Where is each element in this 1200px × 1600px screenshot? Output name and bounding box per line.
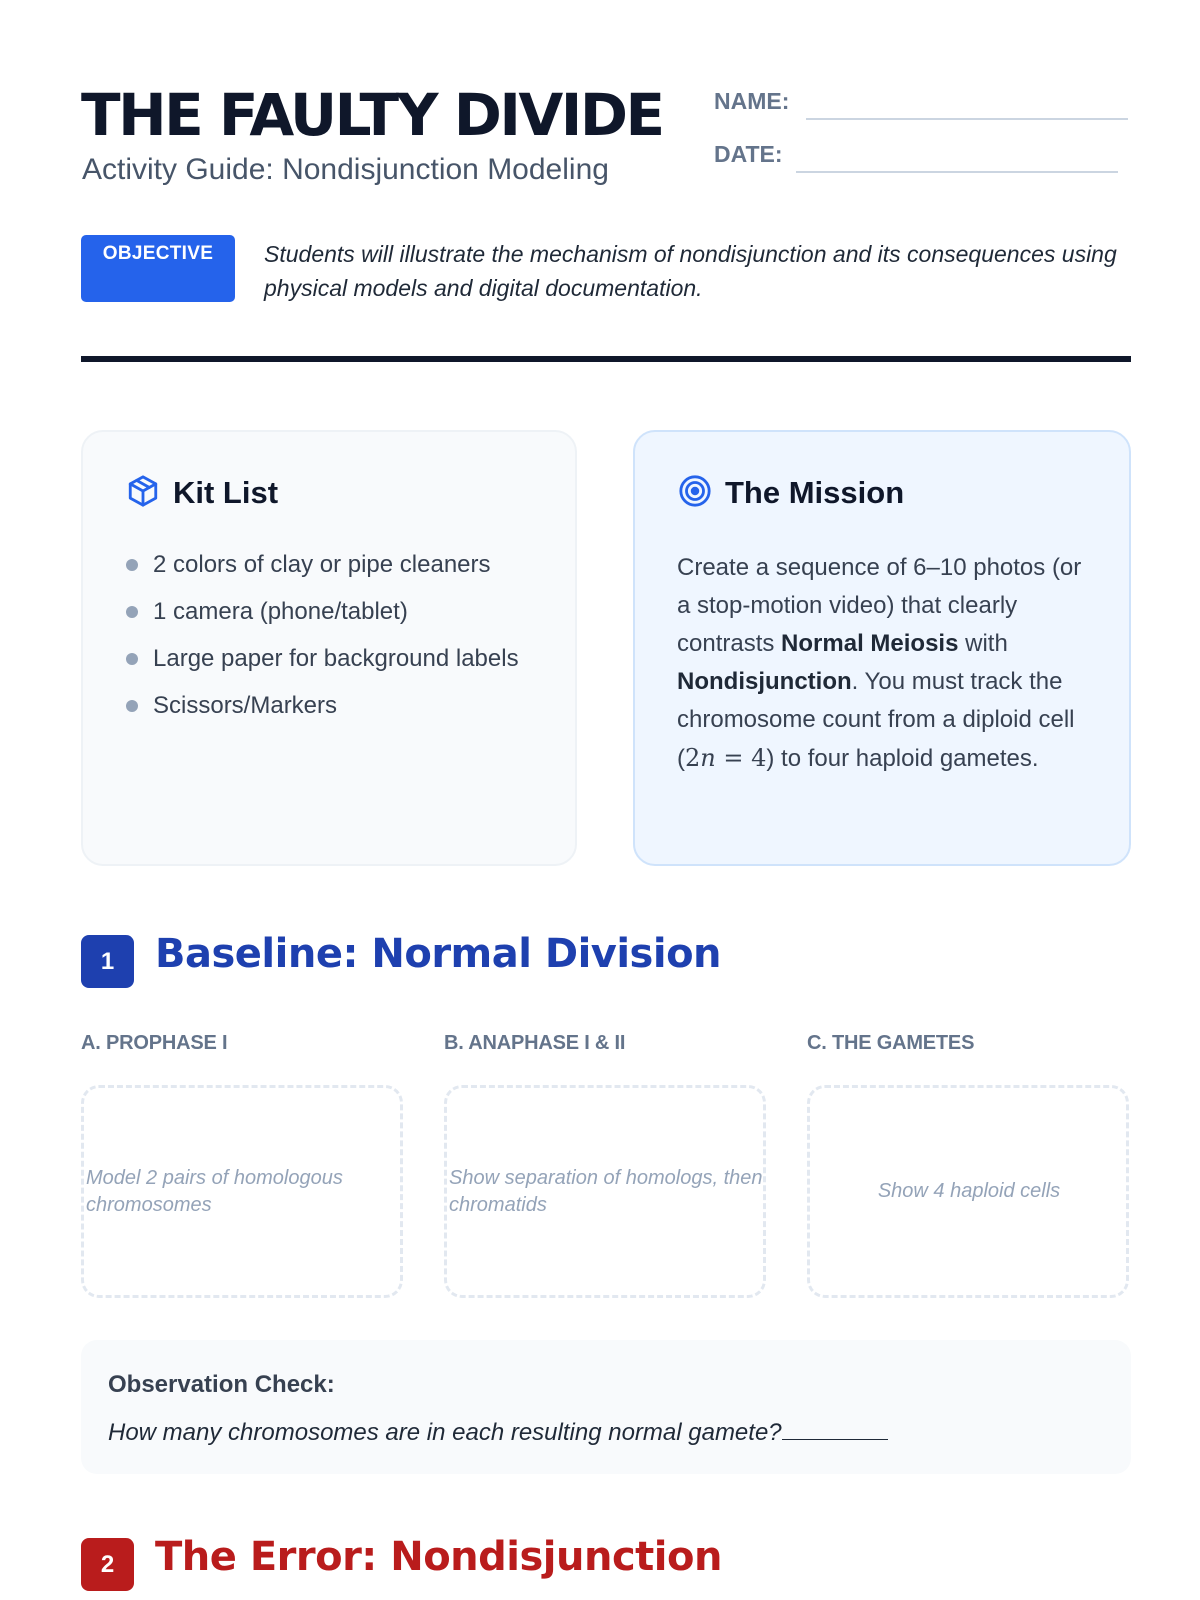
photo-hint: Model 2 pairs of homologous chromosomes bbox=[86, 1166, 343, 1216]
mission-bold-normal-meiosis: Normal Meiosis bbox=[781, 630, 959, 657]
mission-text-part: . You must track the chromosome count from a diploid cell ( bbox=[677, 668, 1075, 772]
step-label: A. PROPHASE I bbox=[81, 1032, 228, 1054]
cube-icon bbox=[126, 474, 160, 508]
section-title: The Error: Nondisjunction bbox=[155, 1534, 722, 1580]
mission-text-part: ) to four haploid gametes. bbox=[766, 745, 1039, 772]
divider bbox=[81, 356, 1131, 362]
step-prophase bbox=[81, 1032, 403, 1216]
name-line[interactable] bbox=[806, 118, 1128, 120]
kit-list-card bbox=[81, 430, 577, 866]
name-label: NAME: bbox=[714, 88, 790, 114]
kit-list-heading bbox=[126, 474, 278, 511]
date-field[interactable] bbox=[714, 141, 783, 168]
observation-question bbox=[108, 1418, 888, 1447]
mission-bold-nondisjunction: Nondisjunction bbox=[677, 668, 852, 695]
list-item: Scissors/Markers bbox=[126, 689, 546, 723]
section-number-badge: 2 bbox=[81, 1538, 134, 1591]
mission-text bbox=[677, 549, 1097, 778]
target-icon bbox=[678, 474, 712, 508]
mission-title: The Mission bbox=[725, 475, 905, 510]
photo-hint: Show 4 haploid cells bbox=[877, 1180, 1061, 1202]
page-title: THE FAULTY DIVIDE bbox=[81, 81, 663, 149]
formula-variable: n bbox=[700, 744, 716, 772]
page-subtitle: Activity Guide: Nondisjunction Modeling bbox=[82, 153, 609, 186]
step-anaphase bbox=[444, 1032, 766, 1216]
section-1-header bbox=[81, 931, 1131, 995]
list-item: Large paper for background labels bbox=[126, 642, 546, 676]
mission-text-part: Create a sequence of 6–10 photos (or a stop-motion video) that clearly contrasts bbox=[677, 554, 1082, 657]
formula-value: = 4 bbox=[715, 744, 767, 772]
section-title: Baseline: Normal Division bbox=[155, 931, 722, 977]
objective-text: Students will illustrate the mechanism of nondisjunction and its consequences using physical models and digital documentation. bbox=[264, 241, 1117, 301]
answer-blank[interactable] bbox=[782, 1418, 888, 1440]
step-label: B. ANAPHASE I & II bbox=[444, 1032, 626, 1054]
question-text: How many chromosomes are in each resulting normal gamete? bbox=[108, 1419, 782, 1446]
step-label: C. THE GAMETES bbox=[807, 1032, 975, 1054]
kit-list bbox=[126, 548, 546, 736]
photo-placeholder[interactable] bbox=[444, 1085, 766, 1298]
list-item: 1 camera (phone/tablet) bbox=[126, 595, 546, 629]
section-number-badge: 1 bbox=[81, 935, 134, 988]
section-2-header bbox=[81, 1534, 1131, 1598]
photo-placeholder[interactable] bbox=[81, 1085, 403, 1298]
diploid-formula bbox=[685, 744, 766, 772]
step-gametes bbox=[807, 1032, 1129, 1202]
list-item: 2 colors of clay or pipe cleaners bbox=[126, 548, 546, 582]
name-field[interactable] bbox=[714, 88, 789, 115]
date-line[interactable] bbox=[796, 171, 1118, 173]
observation-check bbox=[81, 1340, 1131, 1474]
mission-text-part: with bbox=[958, 630, 1008, 657]
objective bbox=[81, 235, 1131, 305]
kit-list-title: Kit List bbox=[173, 475, 279, 510]
objective-badge: OBJECTIVE bbox=[81, 235, 235, 302]
mission-heading bbox=[678, 474, 904, 511]
mission-card bbox=[633, 430, 1131, 866]
formula-coefficient: 2 bbox=[685, 744, 701, 772]
observation-title: Observation Check: bbox=[108, 1371, 335, 1398]
date-label: DATE: bbox=[714, 141, 783, 167]
header bbox=[81, 82, 1131, 192]
photo-hint: Show separation of homologs, then chromatids bbox=[449, 1166, 763, 1216]
photo-placeholder[interactable] bbox=[807, 1085, 1129, 1298]
